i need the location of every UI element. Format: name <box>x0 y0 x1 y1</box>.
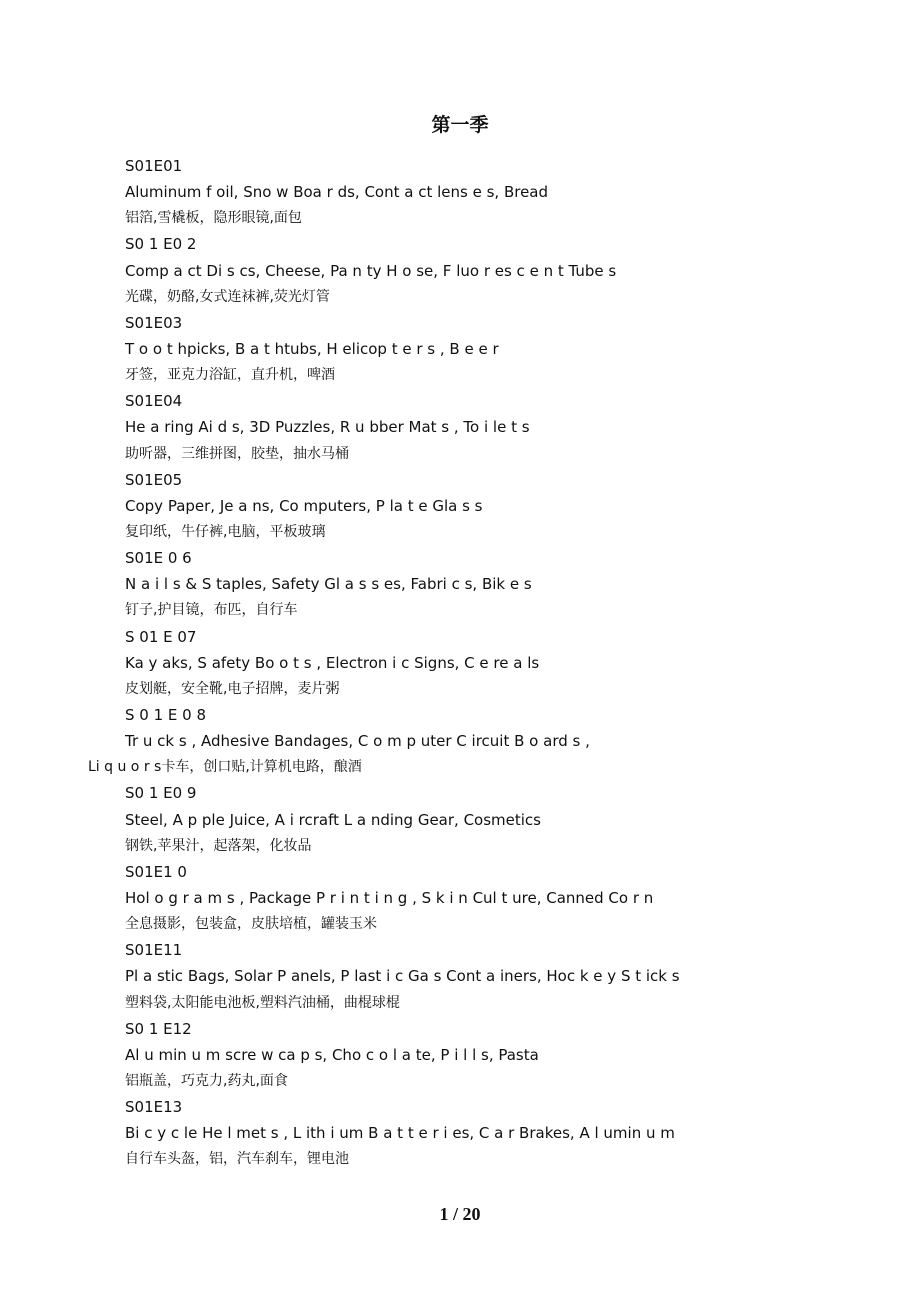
episode-topics-zh: 复印纸，牛仔裤,电脑，平板玻璃 <box>125 523 326 540</box>
episode-code: S01E13 <box>125 1098 183 1117</box>
episode-topics-zh: 光碟，奶酪,女式连袜裤,荧光灯管 <box>125 288 330 305</box>
episode-topics-en: N a i l s & S taples, Safety Gl a s s es, Fabri c s, Bik e s <box>125 575 532 594</box>
episode-code: S01E1 0 <box>125 862 187 881</box>
episode-topics-en: Tr u ck s , Adhesive Bandages, C o m p uter C ircuit B o ard s , <box>125 732 590 751</box>
episode-topics-zh: 铝箔,雪橇板，隐形眼镜,面包 <box>125 210 302 227</box>
episode-topics-en: Hol o g r a m s , Package P r i n t i n g , S k i n Cul t ure, Canned Co r n <box>125 888 654 907</box>
episode-code: S01E05 <box>125 470 183 489</box>
episode-code: S 01 E 07 <box>125 627 197 646</box>
episode-code: S0 1 E0 9 <box>125 784 197 803</box>
episode-topics-en: He a ring Ai d s, 3D Puzzles, R u bber Mat s , To i le t s <box>125 418 530 437</box>
episode-topics-en: Aluminum f oil, Sno w Boa r ds, Cont a ct lens e s, Bread <box>125 183 549 202</box>
episode-topics-en: Ka y aks, S afety Bo o t s , Electron i c Signs, C e re a ls <box>125 653 540 672</box>
episode-topics-zh: 皮划艇，安全靴,电子招牌，麦片粥 <box>125 680 340 697</box>
episode-code: S01E01 <box>125 157 183 175</box>
episode-topics-en: Copy Paper, Je a ns, Co mputers, P la t e Gla s s <box>125 496 483 515</box>
episode-topics-zh: 钢铁,苹果汁，起落架，化妆品 <box>125 837 312 854</box>
episode-topics-en: Pl a stic Bags, Solar P anels, P last i c Ga s Cont a iners, Hoc k e y S t ick s <box>125 967 680 986</box>
episode-topics-en: Al u min u m scre w ca p s, Cho c o l a te, P i l l s, Pasta <box>125 1045 539 1064</box>
episode-code: S01E03 <box>125 313 183 332</box>
episode-code: S01E11 <box>125 941 183 960</box>
episode-topics-zh: 牙签，亚克力浴缸，直升机，啤酒 <box>125 367 335 384</box>
episode-code: S01E04 <box>125 392 183 411</box>
episode-code: S0 1 E12 <box>125 1019 192 1038</box>
episode-code: S 0 1 E 0 8 <box>125 705 207 724</box>
episode-list <box>0 153 920 1172</box>
episode-topics-zh: 塑料袋,太阳能电池板,塑料汽油桶，曲棍球棍 <box>125 994 400 1011</box>
page-title: 第一季 <box>431 114 489 136</box>
episode-topics-en: Comp a ct Di s cs, Cheese, Pa n ty H o se, F luo r es c e n t Tube s <box>125 261 617 280</box>
episode-topics-en: Bi c y c le He l met s , L ith i um B a t t e r i es, C a r Brakes, A l umin u m <box>125 1124 675 1143</box>
page-number: 1 / 20 <box>439 1204 481 1224</box>
episode-topics-wrapped: Li q u o r s卡车，创口贴,计算机电路，酿酒 <box>88 759 362 776</box>
episode-topics-zh: 铝瓶盖，巧克力,药丸,面食 <box>125 1072 288 1089</box>
episode-topics-zh: 自行车头盔，铝，汽车刹车，锂电池 <box>125 1151 349 1168</box>
episode-code: S01E 0 6 <box>125 549 192 568</box>
episode-topics-zh: 钉子,护目镜，布匹，自行车 <box>125 602 298 619</box>
episode-topics-en: Steel, A p ple Juice, A i rcraft L a nding Gear, Cosmetics <box>125 810 541 829</box>
episode-topics-zh: 助听器，三维拼图，胶垫，抽水马桶 <box>125 445 349 462</box>
episode-topics-en: T o o t hpicks, B a t htubs, H elicop t e r s , B e e r <box>125 339 499 358</box>
episode-topics-zh: 全息摄影，包装盒，皮肤培植，罐装玉米 <box>125 916 377 933</box>
episode-code: S0 1 E0 2 <box>125 235 197 254</box>
